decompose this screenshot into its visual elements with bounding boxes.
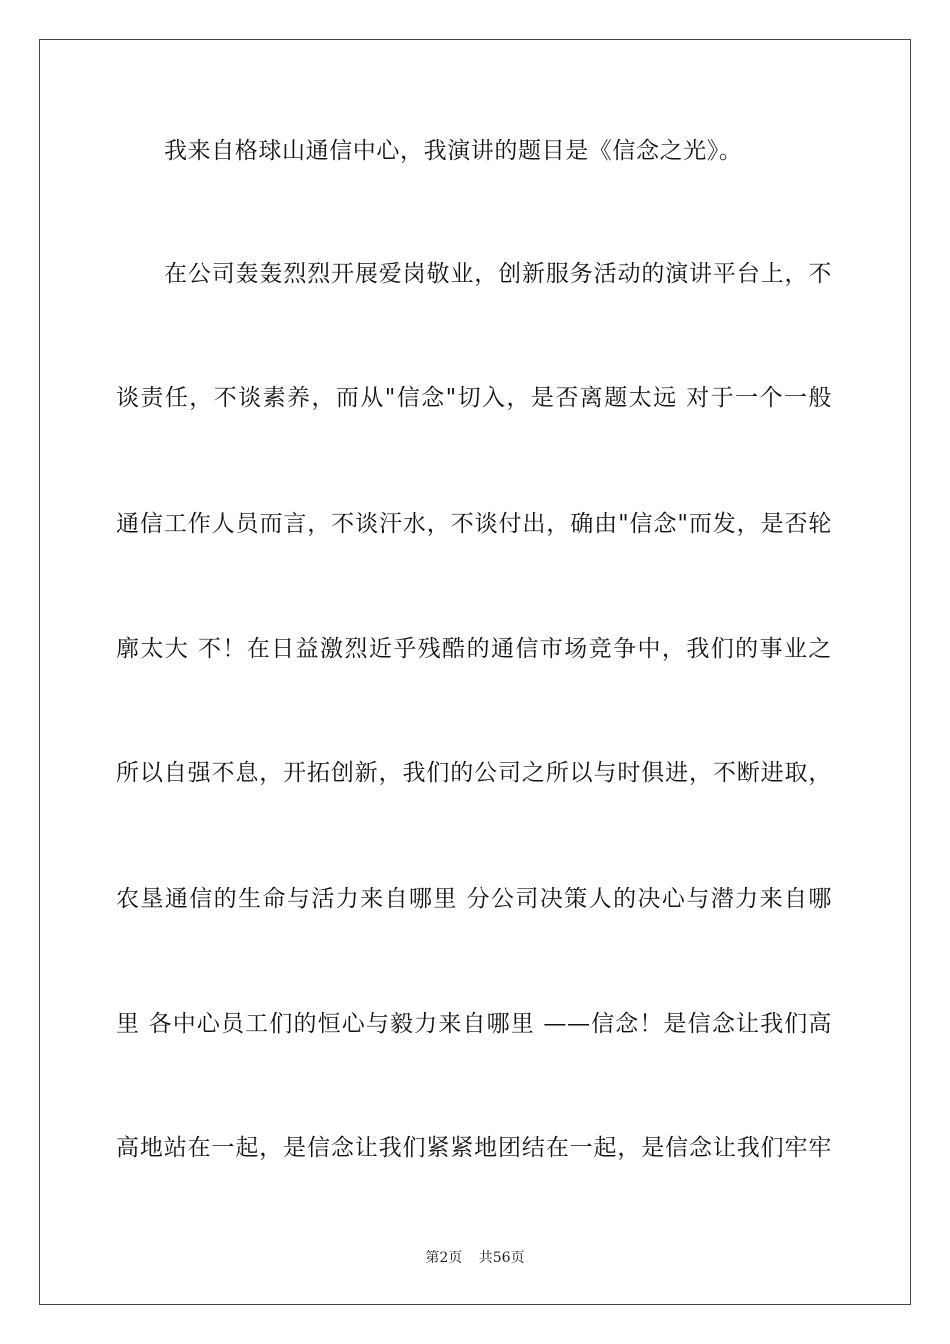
paragraph-line-7: 农垦通信的生命与活力来自哪里 分公司决策人的决心与潜力来自哪 — [116, 886, 832, 912]
paragraph-line-3: 谈责任，不谈素养，而从"信念"切入，是否离题太远 对于一个一般 — [116, 385, 832, 411]
paragraph-line-8: 里 各中心员工们的恒心与毅力来自哪里 ——信念！是信念让我们高 — [116, 1011, 832, 1037]
paragraph-line-4: 通信工作人员而言，不谈汗水，不谈付出，确由"信念"而发，是否轮 — [116, 511, 832, 537]
paragraph-line-1: 我来自格球山通信中心，我演讲的题目是《信念之光》。 — [164, 138, 743, 164]
page-number: 第2页 — [425, 1250, 463, 1266]
page-border — [39, 39, 911, 1305]
paragraph-line-5: 廓太大 不！在日益激烈近乎残酷的通信市场竞争中，我们的事业之 — [116, 636, 832, 662]
paragraph-line-9: 高地站在一起，是信念让我们紧紧地团结在一起，是信念让我们牢牢 — [116, 1135, 832, 1161]
page-footer — [0, 1247, 950, 1267]
paragraph-line-2: 在公司轰轰烈烈开展爱岗敬业，创新服务活动的演讲平台上，不 — [164, 261, 832, 287]
page-total: 共56页 — [478, 1250, 525, 1266]
paragraph-line-6: 所以自强不息，开拓创新，我们的公司之所以与时俱进，不断进取， — [116, 760, 832, 786]
